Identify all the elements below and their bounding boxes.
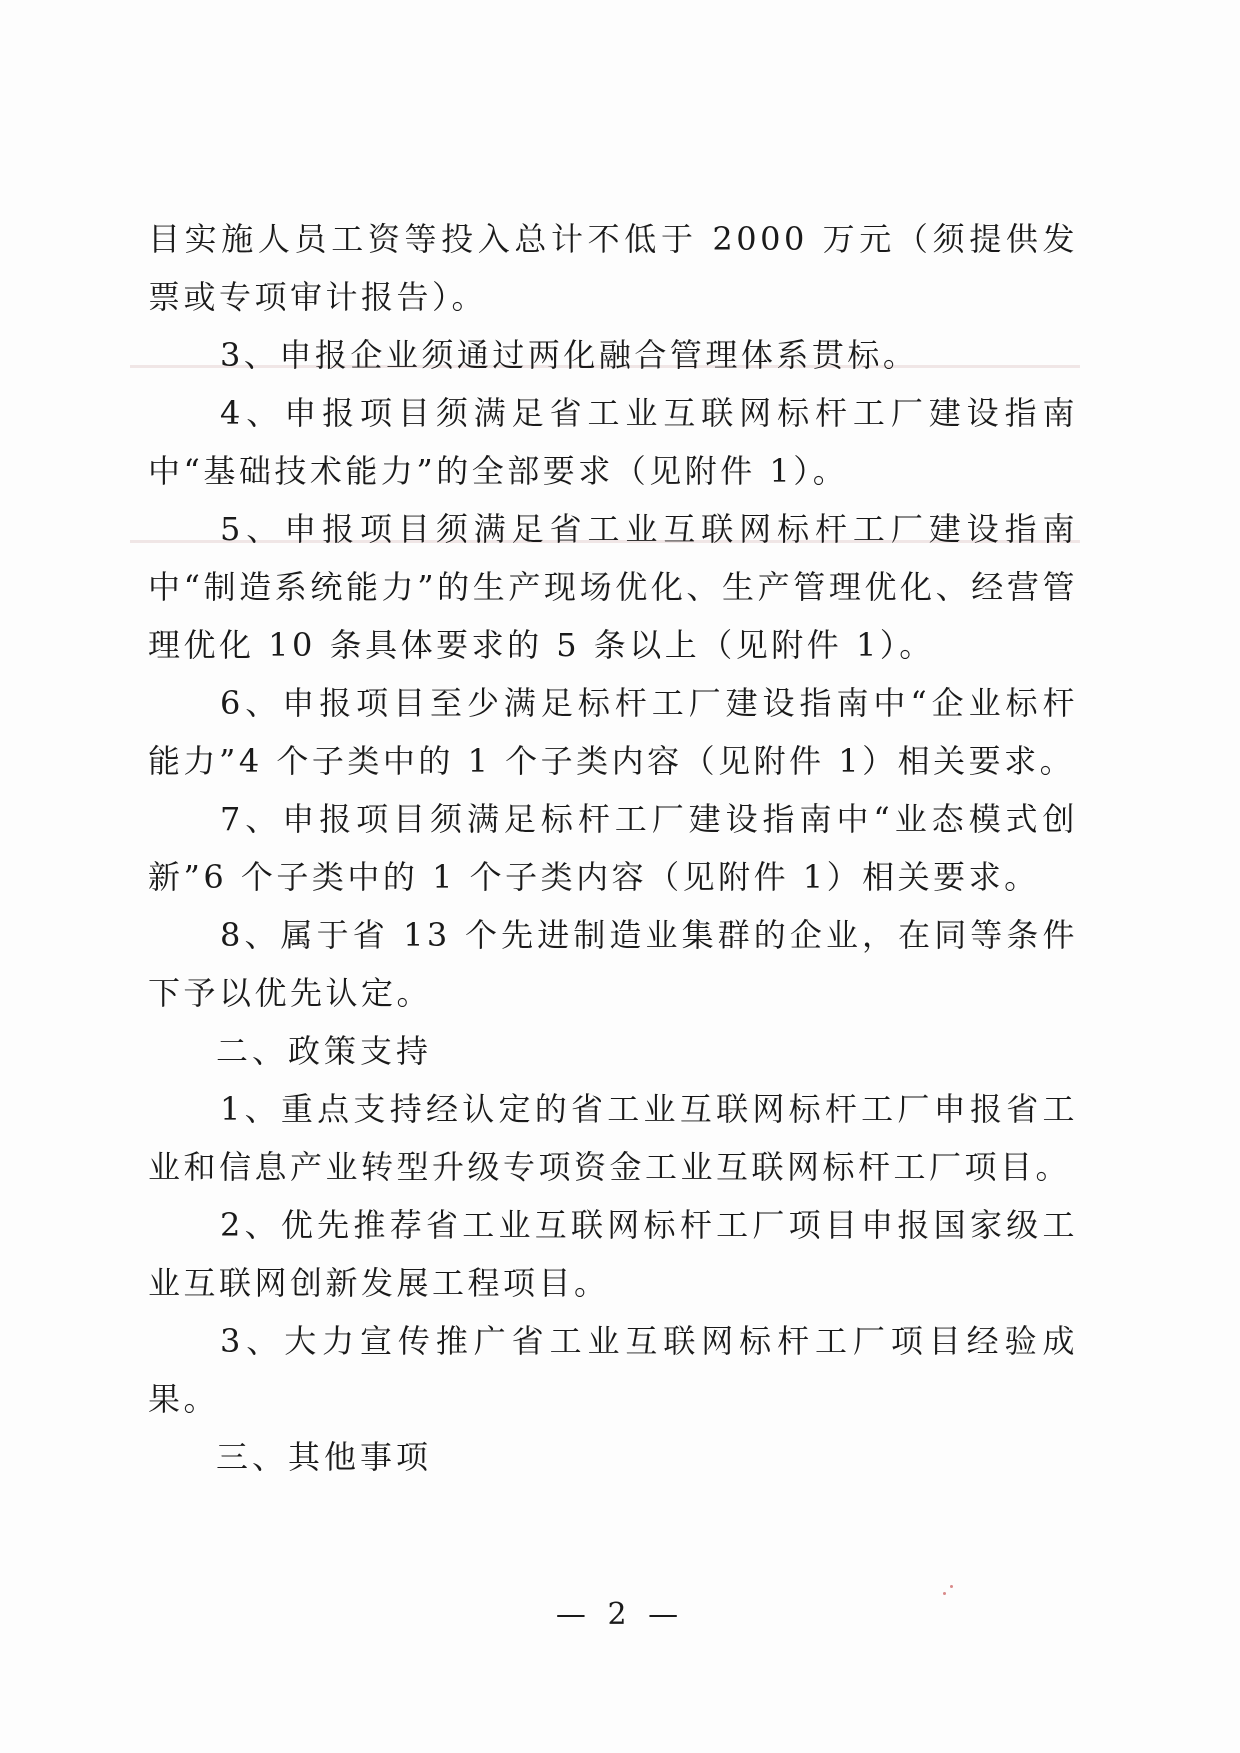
document-body: [148, 210, 1078, 1486]
section-heading-policy-support: 二、政策支持: [216, 1032, 433, 1070]
section-heading-other-matters: 三、其他事项: [216, 1438, 433, 1476]
policy-item-1: 1、重点支持经认定的省工业互联网标杆工厂申报省工业和信息产业转型升级专项资金工业互联网标杆工厂项目。: [148, 1090, 1078, 1186]
paragraph-continuation: 目实施人员工资等投入总计不低于 2000 万元（须提供发票或专项审计报告）。: [148, 220, 1078, 316]
page-number: — 2 —: [555, 1597, 685, 1632]
policy-item-2: 2、优先推荐省工业互联网标杆工厂项目申报国家级工业互联网创新发展工程项目。: [148, 1206, 1078, 1302]
paragraph-item-3: 3、申报企业须通过两化融合管理体系贯标。: [220, 336, 919, 374]
paragraph-item-7: 7、申报项目须满足标杆工厂建设指南中“业态模式创新”6 个子类中的 1 个子类内容（见附件 1）相关要求。: [148, 800, 1078, 896]
paragraph-item-8: 8、属于省 13 个先进制造业集群的企业，在同等条件下予以优先认定。: [148, 916, 1078, 1012]
ink-speck: [950, 1585, 953, 1588]
paragraph-item-5: 5、申报项目须满足省工业互联网标杆工厂建设指南中“制造系统能力”的生产现场优化、生产管理优化、经营管理优化 10 条具体要求的 5 条以上（见附件 1）。: [148, 510, 1078, 664]
policy-item-3: 3、大力宣传推广省工业互联网标杆工厂项目经验成果。: [148, 1322, 1078, 1418]
ink-speck: [943, 1592, 946, 1595]
paragraph-item-6: 6、申报项目至少满足标杆工厂建设指南中“企业标杆能力”4 个子类中的 1 个子类内容（见附件 1）相关要求。: [148, 684, 1078, 780]
paragraph-item-4: 4、申报项目须满足省工业互联网标杆工厂建设指南中“基础技术能力”的全部要求（见附件 1）。: [148, 394, 1078, 490]
